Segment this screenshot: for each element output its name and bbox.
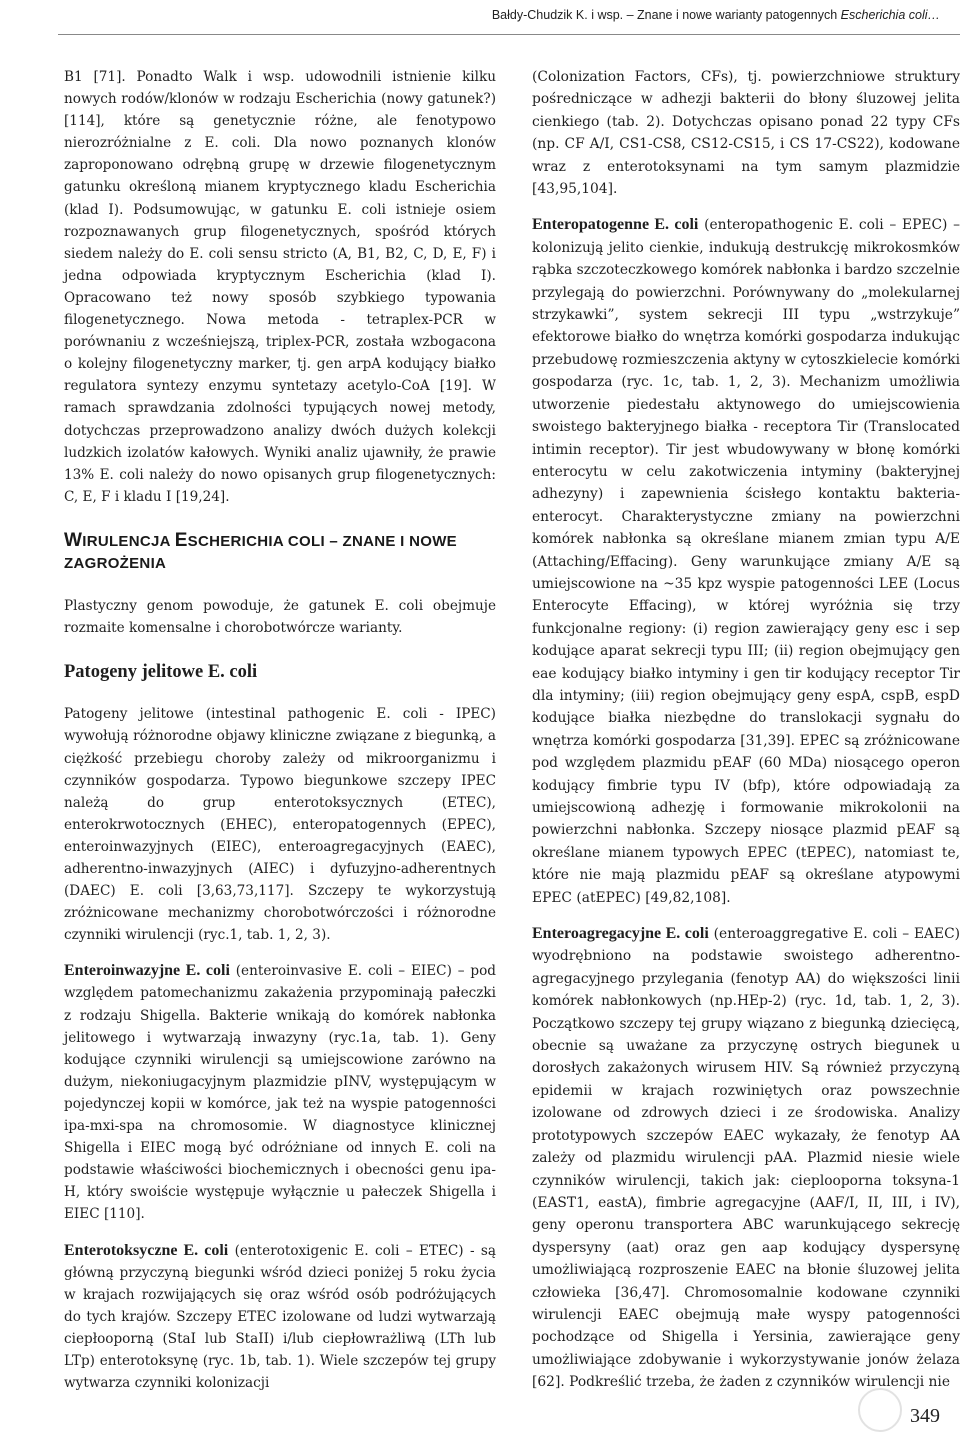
running-head-authors: Bałdy-Chudzik K. i wsp. –	[491, 8, 638, 22]
watermark-logo	[858, 1388, 902, 1432]
running-head-title: Znane i nowe warianty patogennych	[637, 8, 841, 22]
paragraph-phylogeny: B1 [71]. Ponadto Walk i wsp. udowodnili istnienie kilku nowych rodów/klonów w rodzaju Escherichia (nowy gatunek?) [114], które są genetycznie różne, ale fenotypowo nierozróżnialne z E. coli. Dla nowo poznanych klonów zaproponowano odrębną grupę w drzewie filogenetycznym gatunku określoną mianem kryptycznego kladu Escherichia (klad I). Podsumowując, w gatunku E. coli istnieje osiem rozpoznawanych grup filogenetycznych, spośród których siedem należy do E. coli sensu stricto (A, B1, B2, C, D, E, F) i jedna odpowiada kryptycznym Escherichia (klad I). Opracowano też nowy sposób szybkiego typowania filogenetycznego. Nowa metoda - tetraplex-PCR w porównaniu z wcześniejszą, triplex-PCR, została wzbogacona o kolejny filogenetyczny marker, tj. gen arpA kodujący białko regulatora syntezy enzymu syntetazy acetylo-CoA [19]. W ramach sprawdzania zdolności typujących nowej metody, dotychczas przeprowadzono analizy dwóch dużych kolekcji ludzkich izolatów kałowych. Wyniki analiz ujawniły, że prawie 13% E. coli należy do nowo opisanych grup filogenetycznych: C, E, F i kladu I [19,24].	[64, 69, 496, 505]
header-rule	[58, 34, 960, 35]
right-column	[532, 66, 960, 1394]
running-head	[492, 8, 940, 22]
left-column	[64, 66, 496, 1394]
paragraph-ipec: Patogeny jelitowe (intestinal pathogenic E. coli - IPEC) wywołują różnorodne objawy kliniczne związane z biegunką, a ciężkość przebiegu choroby zależy od mikroorganizmu i czynników gospodarza. Typowo biegunkowe szczepy IPEC należą do grup enterotoksycznych (ETEC), enterokrwotocznych (EHEC), enteropatogennych (EPEC), enteroinwazyjnych (EIEC), enteroagregacyjnych (EAEC), adherentno-inwazyjnych (AIEC) i dyfuzyjno-adherentnych (DAEC) E. coli [3,63,73,117]. Szczepy te wykorzystują zróżnicowane mechanizmy chorobotwórczości i różnorodne czynniki wirulencji (ryc.1, tab. 1, 2, 3).	[64, 706, 496, 944]
subheading-intestinal-pathogens: Patogeny jelitowe E. coli	[64, 662, 258, 683]
paragraph-cfs: (Colonization Factors, CFs), tj. powierzchniowe struktury pośredniczące w adhezji bakterii do błony śluzowej jelita cienkiego (tab. 2). Dotychczas opisano ponad 22 typy CFs (np. CF A/I, CS1-CS8, CS12-CS15, i CS 17-CS22), kodowane wraz z enterotoksynami na tym samym plazmidzie [43,95,104].	[532, 69, 960, 198]
paragraph-intro: Plastyczny genom powoduje, że gatunek E. coli obejmuje rozmaite komensalne i chorobotwórcze warianty.	[64, 598, 496, 637]
etec-heading: Enterotoksyczne E. coli	[64, 1241, 229, 1259]
section-heading: WIRULENCJA ESCHERICHIA COLI – ZNANE I NOWE ZAGROŻENIA	[64, 529, 457, 572]
paragraph-epec: Enteropatogenne E. coli (enteropathogenic E. coli – EPEC) – kolonizują jelito cienkie, indukują destrukcję mikrokosmków rąbka szczoteczkowego komórek nabłonka i bardzo szczelnie przylegają do powierzchni. Porównywany do „molekularnej strzykawki”, system sekrecji III typu „wstrzykuje” efektorowe białko do wnętrza komórki gospodarza indukując przebudowę rozmieszczenia aktyny w cytoszkielecie komórki gospodarza (ryc. 1c, tab. 1, 2, 3). Mechanizm umożliwia utworzenie piedestału aktynowego do umiejscowienia swoistego bakteryjnego białka - receptora Tir (Translocated intimin receptor). Tir jest wbudowywany w błonę komórki enterocytu w celu zakotwiczenia intyminy (bakteryjnej adhezyny) i zapewnienia ścisłego kontaktu bakteria-enterocyt. Charakterystyczne zmiany na powierzchni komórek nabłonka są określane mianem zmian typu A/E (Attaching/Effacing). Geny warunkujące zmiany A/E są umiejscowione na ~35 kpz wyspie patogenności LEE (Locus Enterocyte Effacing), w której wyróżnia się trzy funkcjonalne regiony: (i) region zawierający geny esc i sep kodujące aparat sekrecji typu III; (ii) region obejmujący gen eae kodujący białko intyminy i gen tir kodujący receptor Tir dla intyminy; (iii) region obejmujący geny espA, cspB, espD kodujące białka niezbędne do translokacji sygnału do wnętrza komórki gospodarza [31,39]. EPEC są zróżnicowane pod względem plazmidu pEAF (60 MDa) niosącego operon kodujący fimbrie typu IV (bfp), które odpowiadają za umiejscowioną adhezję i formowanie mikrokolonii na powierzchni nabłonka. Szczepy niosące plazmid pEAF są określane mianem typowych EPEC (tEPEC), natomiast te, które nie mają plazmidu pEAF są określane atypowymi EPEC (atEPEC) [49,82,108].	[532, 216, 960, 906]
paragraph-eaec: Enteroagregacyjne E. coli (enteroaggregative E. coli – EAEC) wyodrębniono na podstawie swoistego adherentno-agregacyjnego przylegania (fenotyp AA) do większości linii komórek nabłonkowych (np.HEp-2) (ryc. 1d, tab. 1, 2, 3). Początkowo szczepy tej grupy wiązano z biegunką dziecięcą, obecnie są uważane za przyczynę ostrych biegunek u dorosłych zakażonych wirusem HIV. Są również przyczyną epidemii w krajach rozwiniętych oraz powszechnie izolowane od zdrowych dzieci i ze środowiska. Analizy prototypowych szczepów EAEC wykazały, że fenotyp AA zależy od plazmidu wirulencji pAA. Plazmid niesie wiele czynników wirulencji, takich jak: cieplooporna toksyna-1 (EAST1, eastA), fimbrie agregacyjne (AAF/I, II, III, i IV), geny operonu transportera ABC warunkującego sekrecję dyspersyny (aat) oraz gen aap kodujący dyspersynę umożliwiającą rozproszenie EAEC na błonie śluzowej jelita człowieka [36,47]. Chromosomalnie kodowane czynniki wirulencji EAEC obejmują małe wyspy patogenności pochodzące od Shigella i Yersinia, zawierające geny umożliwiające zdobywanie i wykorzystywanie jonów żelaza [62]. Podkreślić trzeba, że żaden z czynników wirulencji nie	[532, 925, 960, 1391]
paragraph-etec: Enterotoksyczne E. coli (enterotoxigenic E. coli – ETEC) - są główną przyczyną biegunki wśród dzieci poniżej 5 roku życia w krajach rozwijających się oraz wśród osób podróżujących do tych krajów. Szczepy ETEC izolowane od ludzi wytwarzają ciepłooporną (StaI lub StaII) i/lub ciepłowrażliwą (LTh lub LTp) enterotoksynę (ryc. 1b, tab. 1). Wiele szczepów tej grupy wytwarza czynniki kolonizacji	[64, 1241, 496, 1392]
running-head-title-italic: Escherichia coli…	[840, 8, 940, 22]
epec-heading: Enteropatogenne E. coli	[532, 216, 699, 234]
eiec-heading: Enteroinwazyjne E. coli	[64, 962, 230, 980]
page-number: 349	[910, 1405, 940, 1427]
paragraph-eiec: Enteroinwazyjne E. coli (enteroinvasive E. coli – EIEC) – pod względem patomechanizmu zakażenia przypominają pałeczki z rodzaju Shigella. Bakterie wnikają do komórek nabłonka jelitowego i wytwarzają inwazyny (ryc.1a, tab. 1). Geny kodujące czynniki wirulencji są umiejscowione zarówno na dużym, niekoniugacyjnym plazmidzie pINV, występującym w pojedynczej kopii w komórce, jak też na wyspie patogenności ipa-mxi-spa na chromosomie. W diagnostyce klinicznej Shigella i EIEC mogą być odróżniane od innych E. coli na podstawie właściwości biochemicznych i obecności genu ipa-H, który swoiście występuje wyłącznie u pałeczek Shigella i EIEC [110].	[64, 962, 496, 1223]
eaec-heading: Enteroagregacyjne E. coli	[532, 925, 709, 943]
